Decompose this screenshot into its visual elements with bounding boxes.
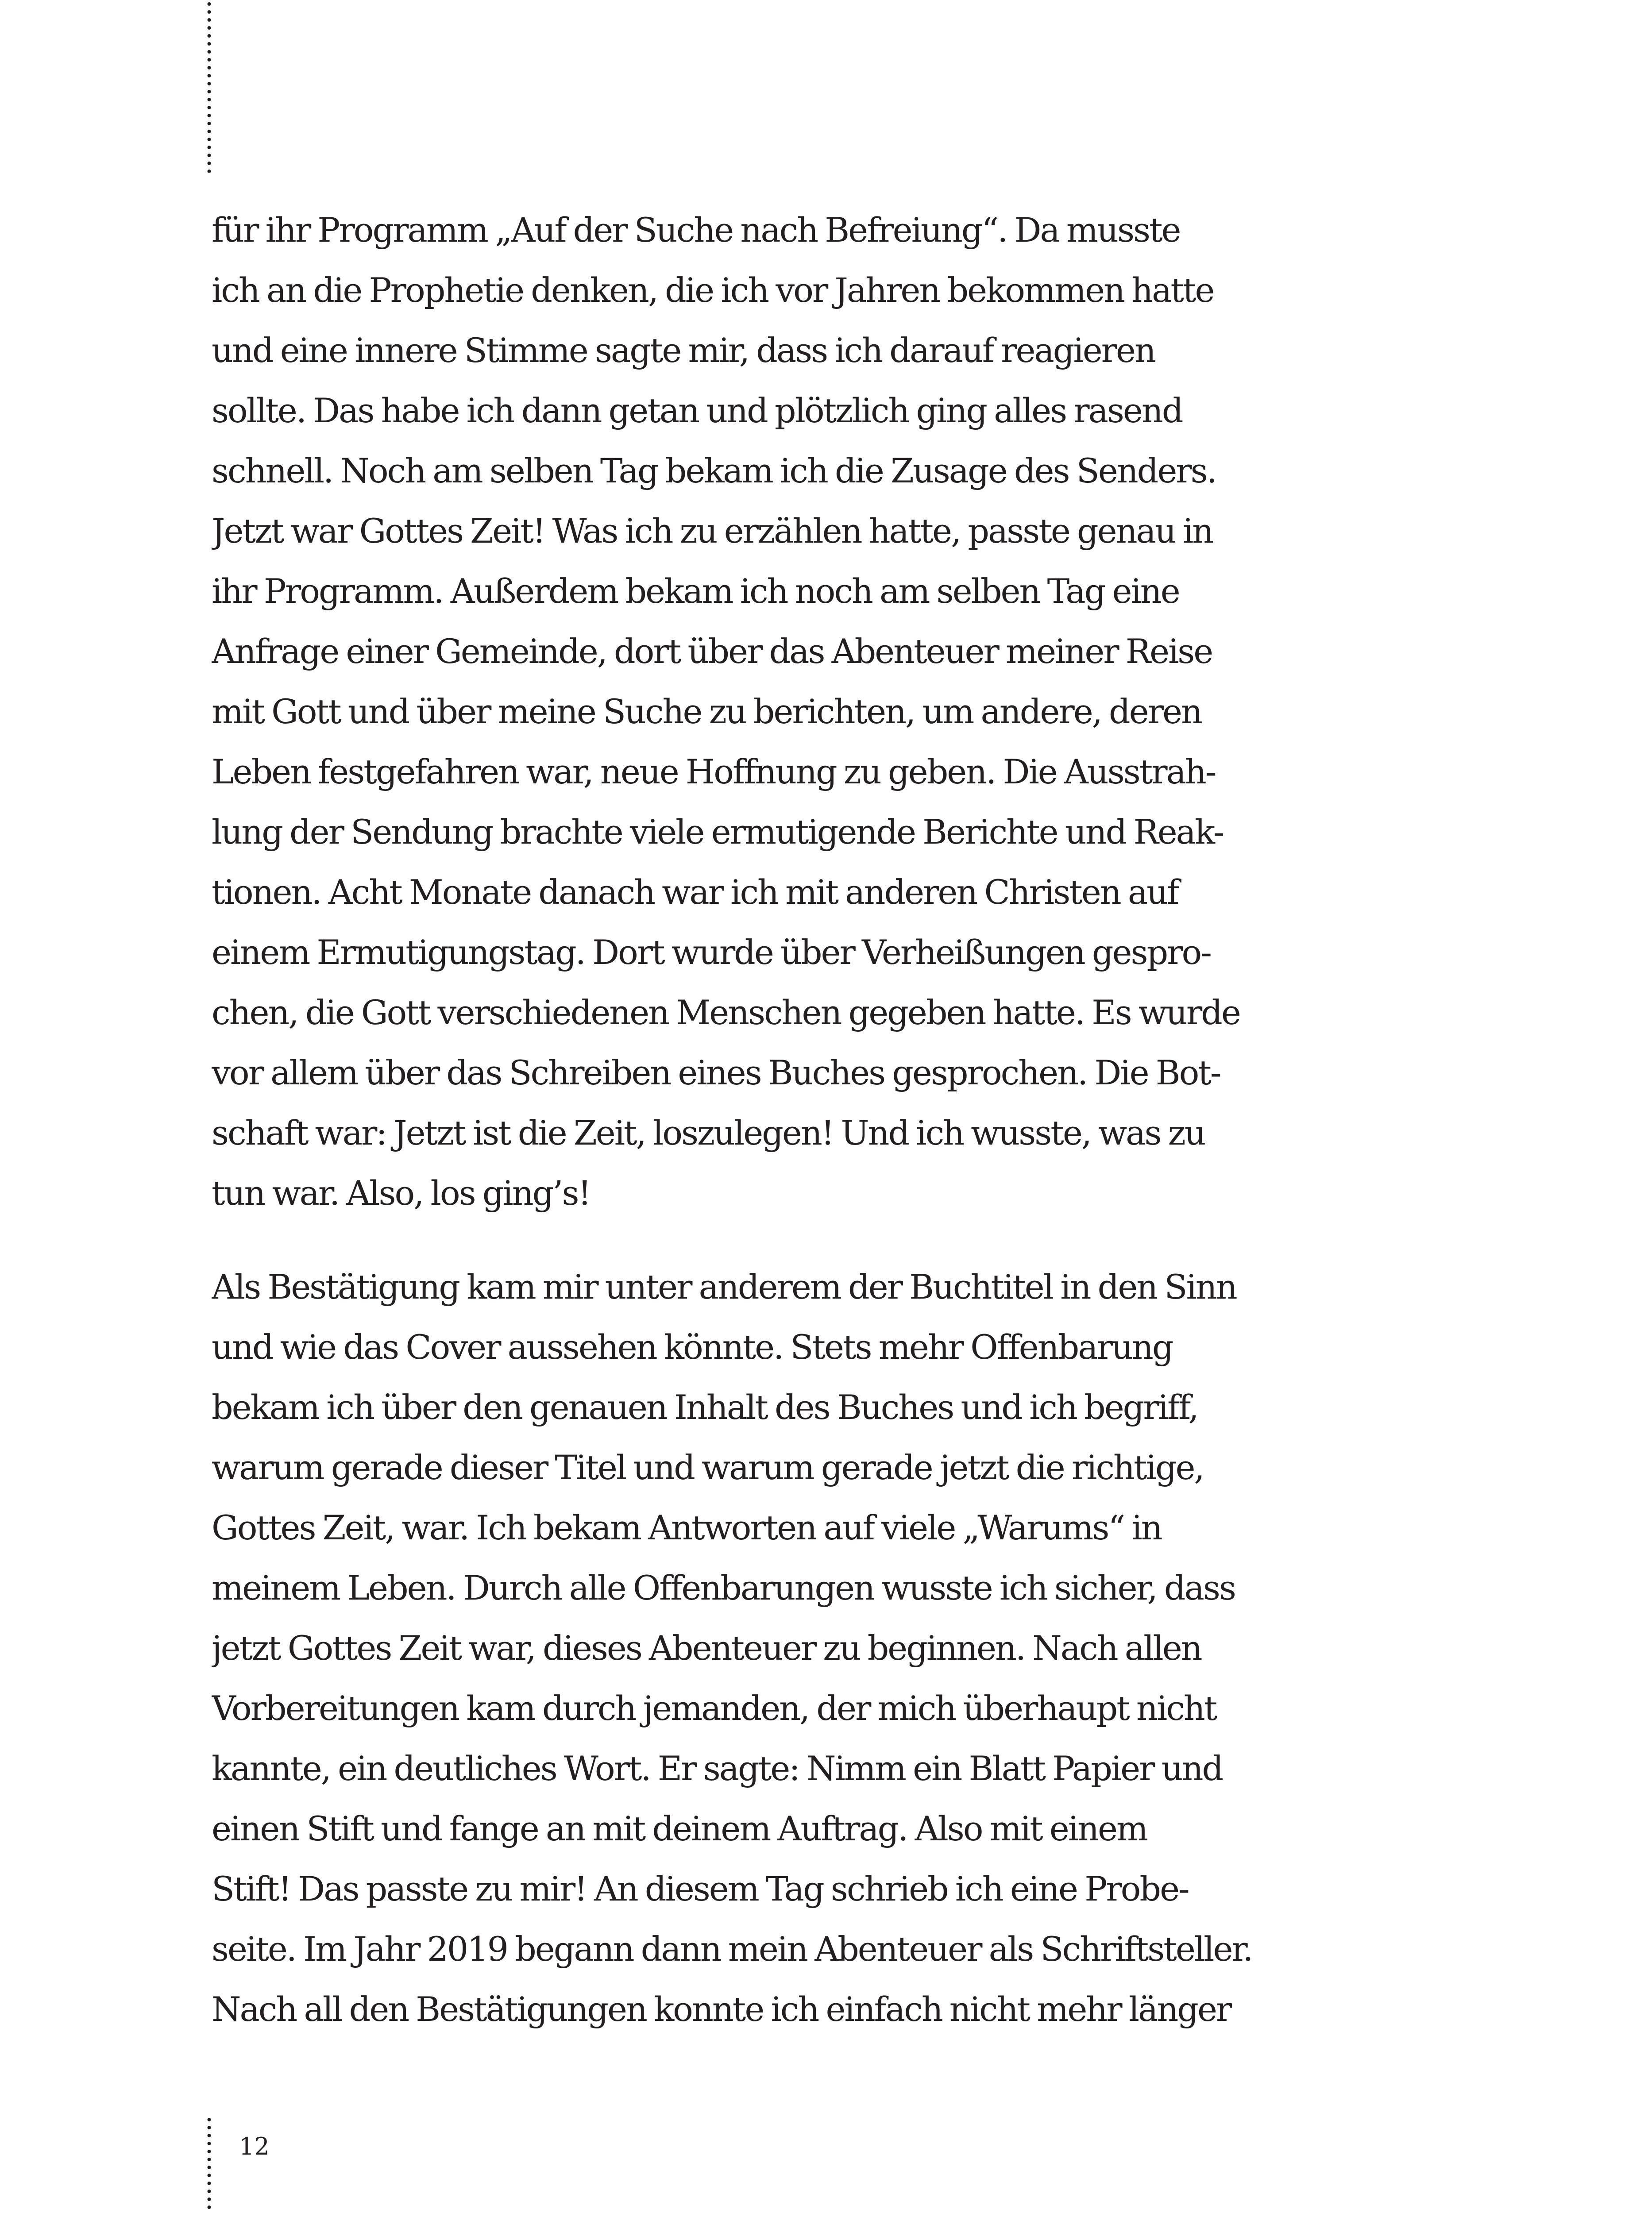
text-line: chen, die Gott verschiedenen Menschen gegeben hatte. Es wurde	[212, 993, 1240, 1032]
paragraph-1	[212, 200, 1287, 1223]
dotted-margin-rule-bottom	[207, 2116, 211, 2213]
text-line: kannte, ein deutliches Wort. Er sagte: Nimm ein Blatt Papier und	[212, 1749, 1223, 1788]
text-line: Anfrage einer Gemeinde, dort über das Abenteuer meiner Reise	[212, 632, 1212, 671]
text-line: lung der Sendung brachte viele ermutigende Berichte und Reak-	[212, 812, 1224, 852]
dotted-margin-rule-top	[207, 0, 211, 173]
text-line: tionen. Acht Monate danach war ich mit anderen Christen auf	[212, 872, 1178, 912]
text-line: Als Bestätigung kam mir unter anderem der Buchtitel in den Sinn	[212, 1267, 1236, 1307]
text-line: meinem Leben. Durch alle Offenbarungen wusste ich sicher, dass	[212, 1568, 1235, 1608]
text-line: Nach all den Bestätigungen konnte ich einfach nicht mehr länger	[212, 1989, 1231, 2029]
text-line: bekam ich über den genauen Inhalt des Buches und ich begriff,	[212, 1388, 1198, 1427]
text-line: einem Ermutigungstag. Dort wurde über Verheißungen gespro-	[212, 933, 1211, 972]
text-line: Stift! Das passte zu mir! An diesem Tag schrieb ich eine Probe-	[212, 1869, 1189, 1908]
page-number: 12	[239, 2132, 270, 2160]
text-line: ihr Programm. Außerdem bekam ich noch am selben Tag eine	[212, 571, 1179, 611]
text-line: und wie das Cover aussehen könnte. Stets mehr Offenbarung	[212, 1327, 1173, 1367]
text-line: für ihr Programm „Auf der Suche nach Befreiung“. Da musste	[212, 210, 1180, 250]
text-line: schaft war: Jetzt ist die Zeit, loszulegen! Und ich wusste, was zu	[212, 1113, 1205, 1153]
text-line: mit Gott und über meine Suche zu berichten, um andere, deren	[212, 692, 1201, 731]
text-line: sollte. Das habe ich dann getan und plötzlich ging alles rasend	[212, 391, 1182, 430]
text-line: und eine innere Stimme sagte mir, dass ich darauf reagieren	[212, 331, 1155, 370]
text-line: vor allem über das Schreiben eines Buches gesprochen. Die Bot-	[212, 1053, 1220, 1092]
text-line: jetzt Gottes Zeit war, dieses Abenteuer zu beginnen. Nach allen	[212, 1628, 1201, 1668]
text-line: Jetzt war Gottes Zeit! Was ich zu erzählen hatte, passte genau in	[212, 511, 1213, 551]
text-line: Gottes Zeit, war. Ich bekam Antworten auf viele „Warums“ in	[212, 1508, 1162, 1547]
text-line: schnell. Noch am selben Tag bekam ich die Zusage des Senders.	[212, 451, 1216, 490]
text-line: einen Stift und fange an mit deinem Auftrag. Also mit einem	[212, 1809, 1147, 1848]
paragraph-2	[212, 1257, 1287, 2040]
text-line: warum gerade dieser Titel und warum gerade jetzt die richtige,	[212, 1448, 1204, 1487]
text-line: Leben festgefahren war, neue Hoffnung zu geben. Die Ausstrah-	[212, 752, 1216, 791]
text-line: seite. Im Jahr 2019 begann dann mein Abenteuer als Schriftsteller.	[212, 1929, 1252, 1969]
text-line: ich an die Prophetie denken, die ich vor Jahren bekommen hatte	[212, 270, 1214, 310]
text-line: tun war. Also, los ging’s!	[212, 1173, 590, 1213]
text-line: Vorbereitungen kam durch jemanden, der mich überhaupt nicht	[212, 1689, 1216, 1728]
